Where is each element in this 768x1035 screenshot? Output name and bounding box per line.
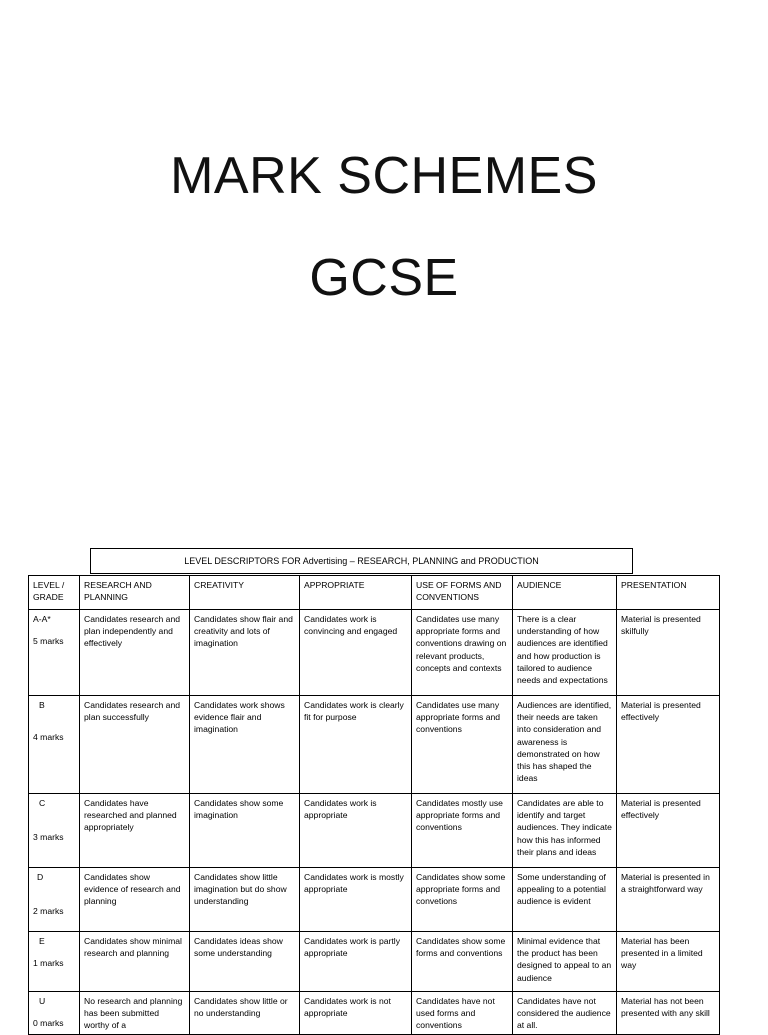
presentation-cell: Material is presented effectively (617, 794, 720, 868)
creativity-cell: Candidates show some imagination (190, 794, 300, 868)
level-cell (29, 932, 80, 992)
header-appropriate: APPROPRIATE (300, 576, 412, 610)
marks-label: 2 marks (33, 906, 64, 917)
forms-cell: Candidates show some appropriate forms and convetions (412, 868, 513, 932)
table-row (29, 992, 720, 1035)
table-caption: LEVEL DESCRIPTORS FOR Advertising – RESEARCH, PLANNING and PRODUCTION (90, 548, 633, 574)
appropriate-cell: Candidates work is mostly appropriate (300, 868, 412, 932)
header-audience: AUDIENCE (513, 576, 617, 610)
grade-label: E (39, 936, 45, 946)
page-title-line-2: GCSE (309, 249, 459, 307)
header-research-planning: RESEARCH AND PLANNING (80, 576, 190, 610)
audience-cell: Minimal evidence that the product has been designed to appeal to an audience (513, 932, 617, 992)
presentation-cell: Material is presented skilfully (617, 610, 720, 696)
table-header-row (29, 576, 720, 610)
appropriate-cell: Candidates work is convincing and engaged (300, 610, 412, 696)
level-descriptors-table (28, 575, 720, 1035)
marks-label: 1 marks (33, 958, 64, 969)
creativity-cell: Candidates show little imagination but do show understanding (190, 868, 300, 932)
grade-label: D (37, 872, 44, 882)
marks-label: 4 marks (33, 732, 64, 743)
creativity-cell: Candidates work shows evidence flair and imagination (190, 696, 300, 794)
creativity-cell: Candidates show little or no understanding (190, 992, 300, 1035)
presentation-cell: Material has not been presented with any skill (617, 992, 720, 1035)
marks-label: 3 marks (33, 832, 64, 843)
table-row (29, 696, 720, 794)
level-cell (29, 610, 80, 696)
creativity-cell: Candidates ideas show some understanding (190, 932, 300, 992)
level-cell (29, 696, 80, 794)
table-row (29, 794, 720, 868)
level-cell (29, 992, 80, 1035)
grade-label: U (39, 996, 46, 1006)
marks-label: 5 marks (33, 636, 64, 647)
audience-cell: Candidates are able to identify and target audiences. They indicate how this has informed their plans and ideas (513, 794, 617, 868)
page-title-line-1: MARK SCHEMES (170, 147, 598, 205)
research-cell: Candidates show evidence of research and planning (80, 868, 190, 932)
research-cell: Candidates show minimal research and planning (80, 932, 190, 992)
presentation-cell: Material is presented in a straightforward way (617, 868, 720, 932)
appropriate-cell: Candidates work is appropriate (300, 794, 412, 868)
header-presentation: PRESENTATION (617, 576, 720, 610)
header-creativity: CREATIVITY (190, 576, 300, 610)
table-row (29, 932, 720, 992)
presentation-cell: Material has been presented in a limited way (617, 932, 720, 992)
creativity-cell: Candidates show flair and creativity and lots of imagination (190, 610, 300, 696)
header-forms-conventions: USE OF FORMS AND CONVENTIONS (412, 576, 513, 610)
audience-cell: There is a clear understanding of how audiences are identified and how production is tailored to audience needs and expectations (513, 610, 617, 696)
grade-label: A-A* (33, 614, 51, 624)
research-cell: Candidates have researched and planned appropriately (80, 794, 190, 868)
presentation-cell: Material is presented effectively (617, 696, 720, 794)
grade-label: C (39, 798, 46, 808)
research-cell: No research and planning has been submitted worthy of a (80, 992, 190, 1035)
appropriate-cell: Candidates work is clearly fit for purpose (300, 696, 412, 794)
table-row (29, 610, 720, 696)
research-cell: Candidates research and plan successfully (80, 696, 190, 794)
forms-cell: Candidates mostly use appropriate forms and conventions (412, 794, 513, 868)
appropriate-cell: Candidates work is not appropriate (300, 992, 412, 1035)
level-cell (29, 794, 80, 868)
forms-cell: Candidates use many appropriate forms and conventions drawing on relevant products, concepts and contexts (412, 610, 513, 696)
appropriate-cell: Candidates work is partly appropriate (300, 932, 412, 992)
audience-cell: Audiences are identified, their needs are taken into consideration and awareness is demonstrated on how this has shaped the ideas (513, 696, 617, 794)
table-row (29, 868, 720, 932)
research-cell: Candidates research and plan independently and effectively (80, 610, 190, 696)
level-cell (29, 868, 80, 932)
grade-label: B (39, 700, 45, 710)
forms-cell: Candidates have not used forms and conventions (412, 992, 513, 1035)
audience-cell: Some understanding of appealing to a potential audience is evident (513, 868, 617, 932)
header-level-grade: LEVEL / GRADE (29, 576, 80, 610)
forms-cell: Candidates show some forms and conventions (412, 932, 513, 992)
forms-cell: Candidates use many appropriate forms and conventions (412, 696, 513, 794)
audience-cell: Candidates have not considered the audience at all. (513, 992, 617, 1035)
marks-label: 0 marks (33, 1018, 64, 1029)
